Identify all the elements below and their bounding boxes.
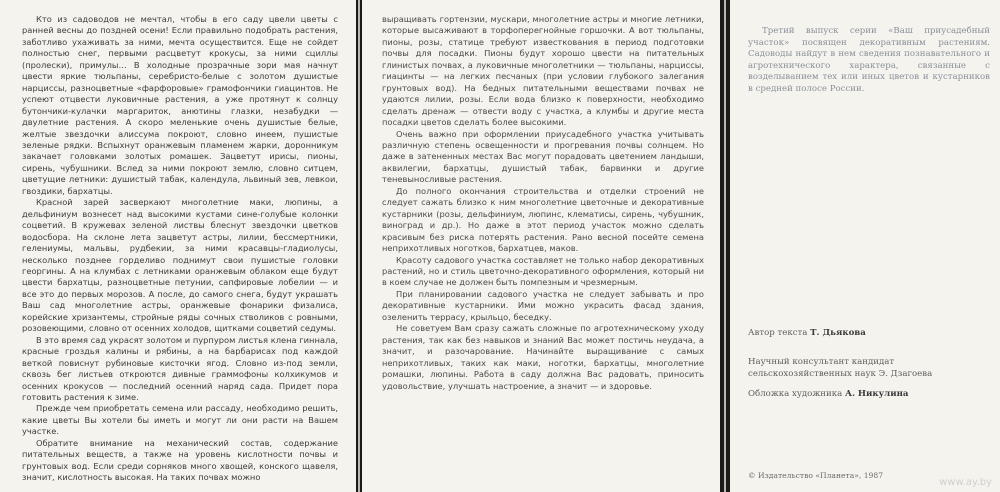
middle-page — [362, 0, 720, 492]
middle-paragraph-2: Очень важно при оформлении приусадебного участка учитывать различную степень освещенности и прогревания почвы солнцем. Но даже в затененных местах Вас могут порадовать цветением ландыши, аквилегии, бархатцы, душистый табак, барвинки и другие теневыносливые растения. — [382, 128, 704, 185]
watermark: www.ay.by — [939, 477, 992, 488]
middle-paragraph-1: выращивать гортензии, мускари, многолетние астры и многие летники, которые высаживают в торфоперегнойные горшочки. А вот тюльпаны, пионы, розы, статице требуют известкования в период подготовки почвы для посадки. Пионы будут хорошо цвести на питательных глинистых почвах, а луковичные многолетники — тюльпаны, нарциссы, гиацинты — на легких песчаных (при условии глубокого залегания грунтовых вод). На бедных питательными веществами почвах не удаются лилии, розы. Если вода близко к поверхности, необходимо сделать дренаж — отвести воду с участка, а клумбы и другие места посадки цветов сделать более высокими. — [382, 14, 704, 128]
author-label: Автор текста — [748, 328, 808, 338]
right-page — [730, 0, 1000, 492]
left-paragraph-4: Прежде чем приобретать семена или рассаду, необходимо решить, какие цветы Вы хотели бы иметь и могут ли они расти на Вашем участке. — [22, 403, 338, 437]
middle-paragraph-4: Красоту садового участка составляет не только набор декоративных растений, но и стиль цветочно-декоративного оформления, который ни в коем случае не должен быть помпезным и чрезмерным. — [382, 254, 704, 288]
cover-label: Обложка художника — [748, 389, 843, 399]
consultant-label: Научный консультант кандидат сельскохозяйственных наук — [748, 357, 895, 379]
left-paragraph-1: Кто из садоводов не мечтал, чтобы в его саду цвели цветы с ранней весны до поздней осени! Если правильно подобрать растения, заботливо ухаживать за ними, мечта осуществится. Еще не сойдет полностью снег, первыми расцветут крокусы, за ними сциллы (пролески), примулы… В холодные прозрачные зори мая начнут цвести яркие тюльпаны, серебристо-белые с золотом душистые нарциссы, разноцветные «фарфоровые» грамофончики гиацинтов. Не успеют отцвести луковичные растения, а уже протянут к солнцу бутончики-кулачки маргариток, анютины глазки, незабудки — двулетние растения. А скоро меленькие очень душистые белые, желтые звездочки алиссума покроют, словно инеем, пушистые зеленые рядки. Вспыхнут оранжевым пламенем жарки, доронникум закачает головками золотых ромашек. Зацветут ирисы, пионы, сирень, чубушники. Вслед за ними покроют землю, словно ситцем, цветущие летники: душистый табак, календула, львиный зев, левкои, гвоздики, бархатцы. — [22, 14, 338, 196]
consultant-credit — [748, 356, 988, 380]
left-paragraph-3: В это время сад украсят золотом и пурпуром листья клена гиннала, красные гроздья калины и рябины, а на барбарисах под каждой веткой повиснут рубиновые кисточки ягод. Словно из-под земли, сквозь бег листьев откроются дивные граммофоны колхикумов и осенних крокусов — последний осенний наряд сада. Придет пора готовить растения к зиме. — [22, 334, 338, 402]
left-page — [0, 0, 356, 492]
middle-paragraph-6: Не советуем Вам сразу сажать сложные по агротехническому уходу растения, так как без навыков и знаний Вас может постичь неудача, а значит, и разочарование. Начинайте выращивание с самых неприхотливых, таких как маки, ноготки, бархатцы, многолетние ромашки, люпины. Работа в саду должна Вас радовать, приносить удовольствие, улучшать настроение, а значит — и здоровье. — [382, 323, 704, 391]
page-fold-left — [358, 0, 360, 492]
cover-artist-name: А. Никулина — [844, 389, 909, 399]
consultant-name: Э. Дзагоева — [878, 369, 933, 379]
author-name: Т. Дьякова — [810, 328, 866, 338]
author-credit — [748, 327, 988, 339]
middle-paragraph-3: До полного окончания строительства и отделки строений не следует сажать близко к ним многолетние цветочные и декоративные кустарники (розы, дельфиниум, люпинс, клематисы, сирень, чубушник, виноград и др.). Но даже в этот период участок можно сделать красивым без риска потерять растения. Рано весной посейте семена неприхотливых ноготков, бархатцев, маков. — [382, 185, 704, 254]
copyright-notice: © Издательство «Планета», 1987 — [748, 471, 884, 480]
page-fold-right — [724, 0, 726, 492]
series-intro: Третий выпуск серии «Ваш приусадебный участок» посвящен декоративным растениям. Садоводы найдут в нем сведения познавательного и агротехнического характера, связанные с возделыванием тех или иных цветов и кустарников в средней полосе России. — [748, 26, 990, 94]
left-paragraph-5: Обратите внимание на механический состав, содержание питательных веществ, а также на уровень кислотности почвы и грунтовых вод. Если среди сорняков много хвощей, конского щавеля, значит, кислотность высокая. На таких почвах можно — [22, 437, 338, 483]
cover-credit — [748, 388, 988, 400]
middle-paragraph-5: При планировании садового участка не следует забывать и про декоративные кустарники. Ими можно украсить фасад здания, озеленить террасу, крыльцо, беседку. — [382, 288, 704, 322]
left-paragraph-2: Красной зарей засверкают многолетние маки, люпины, а дельфиниум вознесет над высокими кустами сине-голубые колонки соцветий. В кружевах зеленой листвы блеснут звездочки цветков водосбора. На склоне лета зацветут астры, лилии, бессмертники, гелениумы, мальвы, рудбекии, за ними красавцы-гладиолусы, несколько позднее горделиво поднимут свои пушистые головки георгины. А на клумбах с летниками оранжевым облаком еще будут цвести бархатцы, разноцветные петунии, сапфировые лобелии — и все это до первых морозов. А после, до самого снега, будут украшать Ваш сад многолетние астры, оранжевые фонарики физалиса, корейские хризантемы, стройные ряды сочных стволиков с ровными, розовеющими, словно от осенних холодов, щитками соцветий седумы. — [22, 197, 338, 334]
